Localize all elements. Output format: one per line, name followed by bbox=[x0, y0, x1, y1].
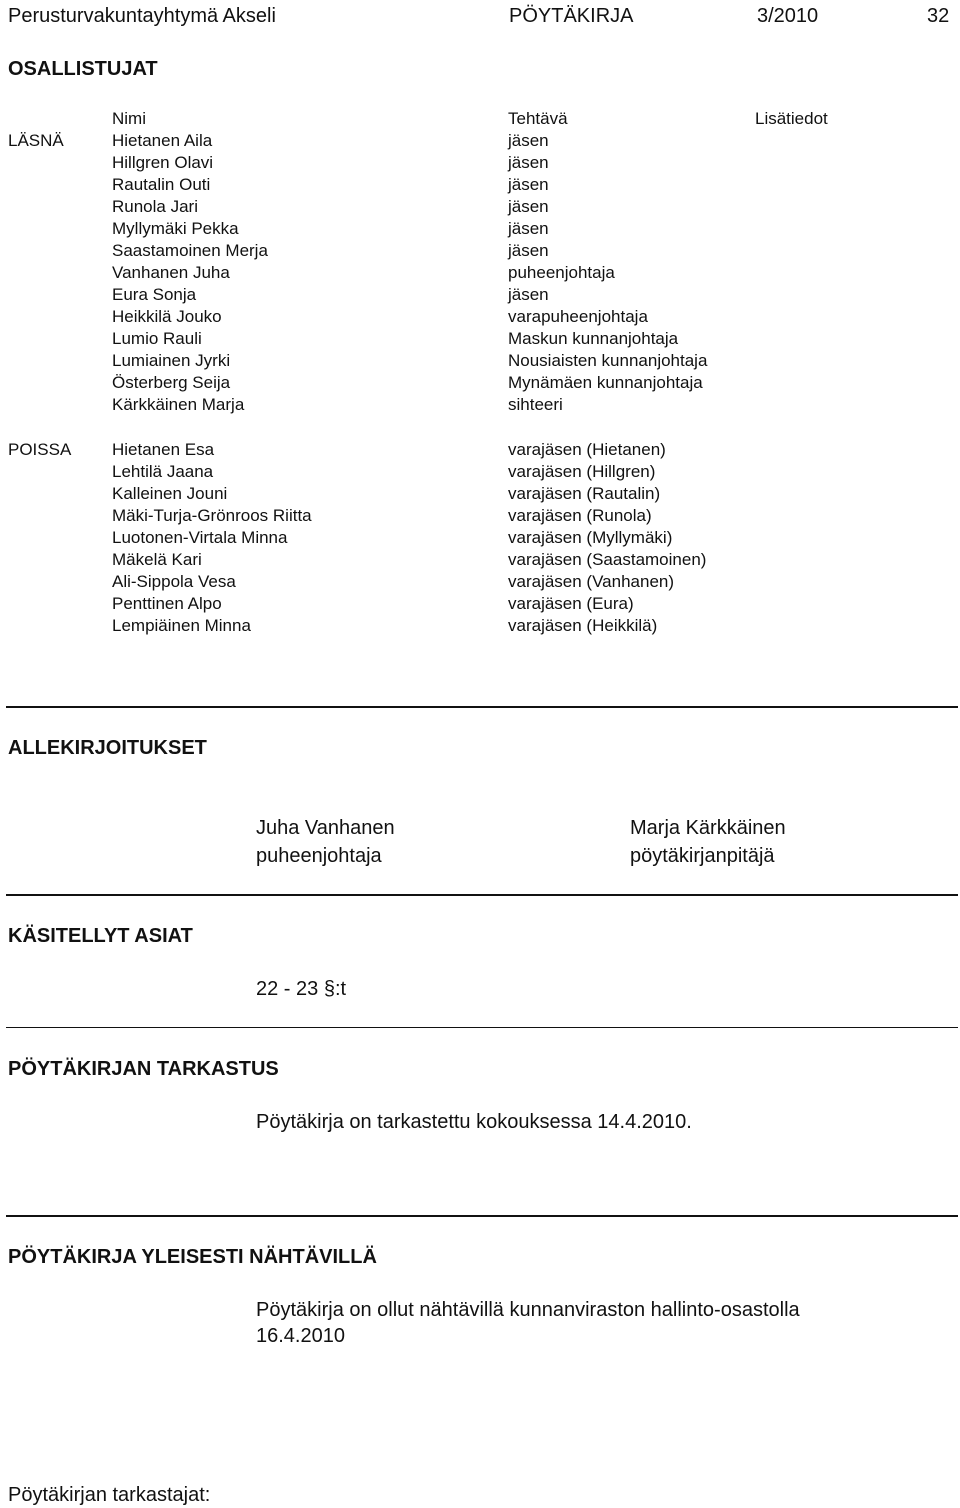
chair-role: puheenjohtaja bbox=[256, 845, 382, 867]
participant-row bbox=[0, 307, 960, 329]
participant-role: Nousiaisten kunnanjohtaja bbox=[508, 351, 708, 370]
participant-role: varajäsen (Myllymäki) bbox=[508, 528, 673, 547]
participant-name: Rautalin Outi bbox=[112, 175, 211, 194]
participant-row bbox=[0, 506, 960, 528]
section-divider bbox=[6, 1215, 958, 1217]
participant-row bbox=[0, 197, 960, 219]
participant-role: varajäsen (Heikkilä) bbox=[508, 616, 658, 635]
participant-role: jäsen bbox=[508, 219, 549, 238]
participant-role: varajäsen (Rautalin) bbox=[508, 484, 661, 503]
participant-role: varajäsen (Vanhanen) bbox=[508, 572, 675, 591]
participant-name: Myllymäki Pekka bbox=[112, 219, 239, 238]
participant-row bbox=[0, 528, 960, 550]
section-divider bbox=[6, 1027, 958, 1028]
participant-name: Penttinen Alpo bbox=[112, 594, 222, 613]
participant-row bbox=[0, 594, 960, 616]
participant-row bbox=[0, 241, 960, 263]
participant-name: Kärkkäinen Marja bbox=[112, 395, 245, 414]
participant-role: varajäsen (Eura) bbox=[508, 594, 634, 613]
participant-row bbox=[0, 484, 960, 506]
section-divider bbox=[6, 894, 958, 896]
participant-row bbox=[0, 373, 960, 395]
signatures-title: ALLEKIRJOITUKSET bbox=[8, 737, 207, 759]
participant-role: jäsen bbox=[508, 175, 549, 194]
participant-name: Kalleinen Jouni bbox=[112, 484, 228, 503]
participant-row bbox=[0, 263, 960, 285]
participant-row bbox=[0, 572, 960, 594]
participant-name: Lempiäinen Minna bbox=[112, 616, 251, 635]
items-value: 22 - 23 §:t bbox=[256, 978, 347, 1000]
participant-row bbox=[0, 351, 960, 373]
participant-name: Ali-Sippola Vesa bbox=[112, 572, 236, 591]
participant-role: puheenjohtaja bbox=[508, 263, 615, 282]
participant-row bbox=[0, 153, 960, 175]
present-label: LÄSNÄ bbox=[8, 131, 64, 150]
reviewers-label: Pöytäkirjan tarkastajat: bbox=[8, 1484, 211, 1506]
participant-name: Mäkelä Kari bbox=[112, 550, 202, 569]
chair-name: Juha Vanhanen bbox=[256, 817, 395, 839]
participant-row bbox=[0, 616, 960, 638]
participant-row bbox=[0, 175, 960, 197]
participant-role: Mynämäen kunnanjohtaja bbox=[508, 373, 703, 392]
participant-row bbox=[0, 131, 960, 153]
public-text-line1: Pöytäkirja on ollut nähtävillä kunnanviraston hallinto-osastolla bbox=[256, 1299, 800, 1321]
participant-name: Vanhanen Juha bbox=[112, 263, 230, 282]
section-divider bbox=[6, 706, 958, 708]
participant-role: jäsen bbox=[508, 153, 549, 172]
page-number: 32 bbox=[927, 5, 950, 27]
document-type: PÖYTÄKIRJA bbox=[509, 5, 634, 27]
participant-role: jäsen bbox=[508, 131, 549, 150]
participant-role: varajäsen (Saastamoinen) bbox=[508, 550, 707, 569]
participant-role: jäsen bbox=[508, 197, 549, 216]
column-header-role: Tehtävä bbox=[508, 109, 568, 128]
participant-role: jäsen bbox=[508, 241, 549, 260]
participant-name: Lumiainen Jyrki bbox=[112, 351, 231, 370]
participant-row bbox=[0, 550, 960, 572]
organization-name: Perusturvakuntayhtymä Akseli bbox=[8, 5, 276, 27]
review-title: PÖYTÄKIRJAN TARKASTUS bbox=[8, 1058, 279, 1080]
absent-label: POISSA bbox=[8, 440, 72, 459]
participant-name: Luotonen-Virtala Minna bbox=[112, 528, 288, 547]
participant-name: Hietanen Aila bbox=[112, 131, 213, 150]
participant-name: Saastamoinen Merja bbox=[112, 241, 268, 260]
participant-role: varajäsen (Runola) bbox=[508, 506, 652, 525]
participant-name: Hillgren Olavi bbox=[112, 153, 214, 172]
participant-name: Lehtilä Jaana bbox=[112, 462, 214, 481]
participant-name: Hietanen Esa bbox=[112, 440, 215, 459]
public-title: PÖYTÄKIRJA YLEISESTI NÄHTÄVILLÄ bbox=[8, 1246, 377, 1268]
participant-row bbox=[0, 329, 960, 351]
review-text: Pöytäkirja on tarkastettu kokouksessa 14.4.2010. bbox=[256, 1111, 692, 1133]
participant-role: varajäsen (Hillgren) bbox=[508, 462, 656, 481]
column-header-notes: Lisätiedot bbox=[755, 109, 828, 128]
participant-row bbox=[0, 395, 960, 417]
participants-title: OSALLISTUJAT bbox=[8, 58, 158, 80]
column-header-name: Nimi bbox=[112, 109, 146, 128]
participant-row bbox=[0, 285, 960, 307]
participant-name: Österberg Seija bbox=[112, 373, 231, 392]
participant-role: Maskun kunnanjohtaja bbox=[508, 329, 679, 348]
participant-name: Eura Sonja bbox=[112, 285, 197, 304]
participant-row bbox=[0, 219, 960, 241]
participant-role: varapuheenjohtaja bbox=[508, 307, 648, 326]
participant-role: jäsen bbox=[508, 285, 549, 304]
secretary-name: Marja Kärkkäinen bbox=[630, 817, 786, 839]
participant-row bbox=[0, 440, 960, 462]
participant-name: Runola Jari bbox=[112, 197, 198, 216]
participant-row bbox=[0, 462, 960, 484]
public-text-line2: 16.4.2010 bbox=[256, 1325, 345, 1347]
participant-name: Mäki-Turja-Grönroos Riitta bbox=[112, 506, 312, 525]
items-title: KÄSITELLYT ASIAT bbox=[8, 925, 193, 947]
participant-name: Lumio Rauli bbox=[112, 329, 202, 348]
participant-name: Heikkilä Jouko bbox=[112, 307, 222, 326]
participant-role: varajäsen (Hietanen) bbox=[508, 440, 666, 459]
secretary-role: pöytäkirjanpitäjä bbox=[630, 845, 775, 867]
participant-role: sihteeri bbox=[508, 395, 563, 414]
document-number: 3/2010 bbox=[757, 5, 819, 27]
